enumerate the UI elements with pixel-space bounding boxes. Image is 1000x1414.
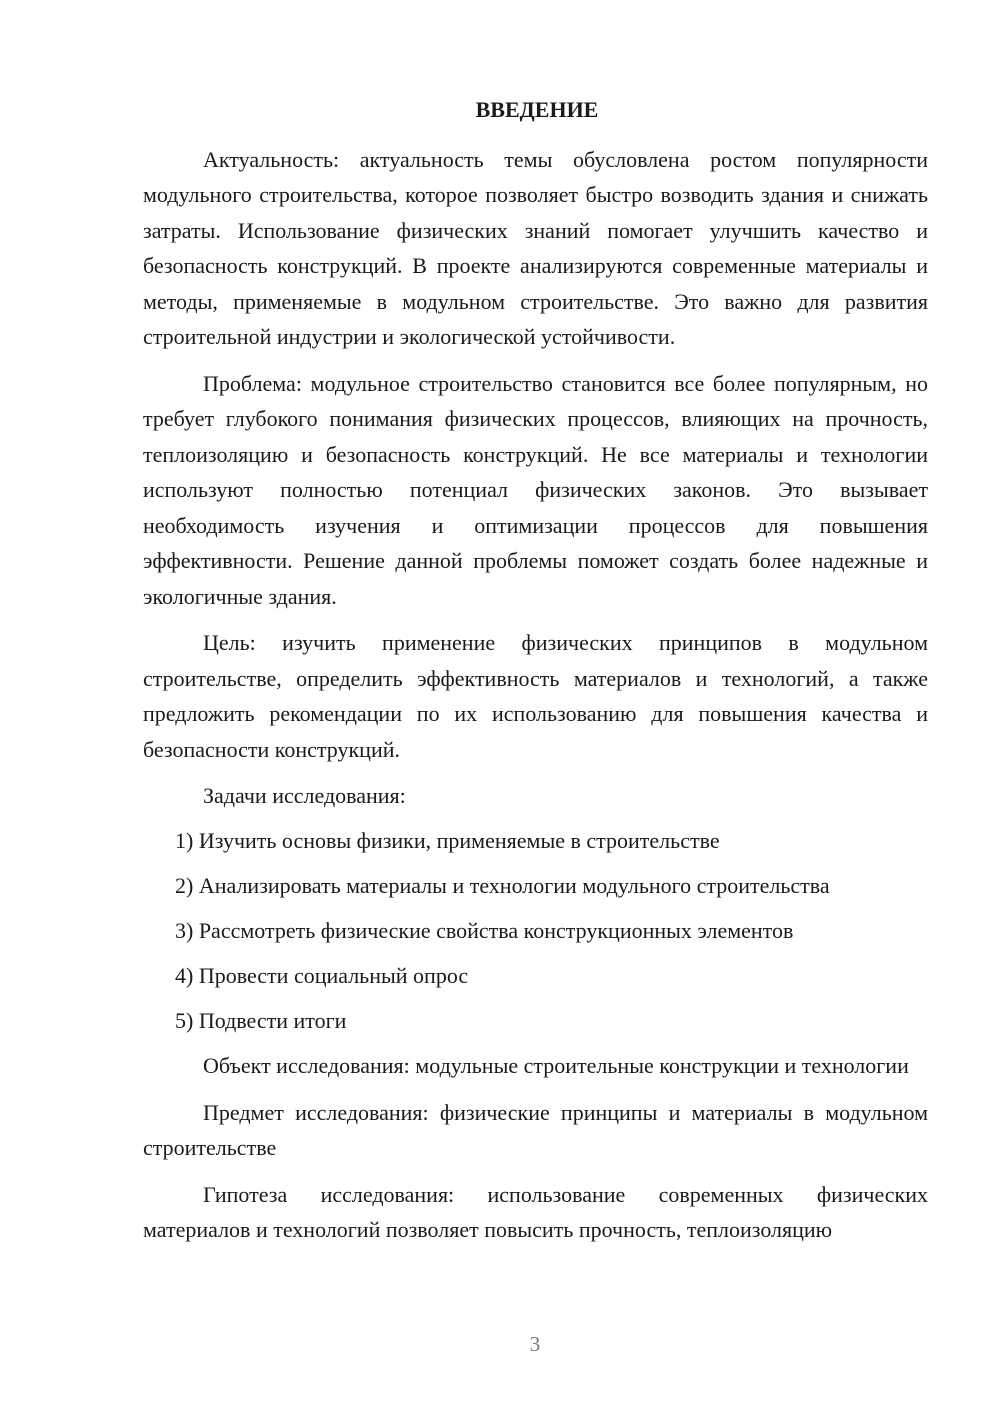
task-item-1: 1) Изучить основы физики, применяемые в строительстве bbox=[175, 827, 720, 853]
tasks-heading: Задачи исследования: bbox=[203, 783, 406, 808]
task-item-4: 4) Провести социальный опрос bbox=[175, 963, 469, 989]
object-paragraph: Объект исследования: модульные строительные конструкции и технологии bbox=[203, 1053, 909, 1079]
hypothesis-paragraph: Гипотеза исследования: использование современных физических материалов и технологий позволяет повысить прочность, теплоизоляцию bbox=[143, 1181, 928, 1243]
section-title: ВВЕДЕНИЕ bbox=[475, 97, 599, 122]
page-number: 3 bbox=[529, 1332, 541, 1356]
document-page bbox=[143, 92, 928, 1259]
subject-paragraph: Предмет исследования: физические принципы и материалы в модульном строительстве bbox=[143, 1099, 928, 1161]
task-item-3: 3) Рассмотреть физические свойства конструкционных элементов bbox=[175, 917, 794, 943]
task-item-5: 5) Подвести итоги bbox=[175, 1008, 347, 1034]
problem-paragraph: Проблема: модульное строительство становится все более популярным, но требует глубокого понимания физических процессов, влияющих на прочность, теплоизоляцию и безопасность конструкций. Не все материалы и технологии используют полностью потенциал физических законов. Это вызывает необходимость изучения и оптимизации процессов для повышения эффективности. Решение данной проблемы поможет создать более надежные и экологичные здания. bbox=[143, 370, 928, 609]
goal-paragraph: Цель: изучить применение физических принципов в модульном строительстве, определить эффективность материалов и технологий, а также предложить рекомендации по их использованию для повышения качества и безопасности конструкций. bbox=[143, 630, 928, 762]
relevance-paragraph: Актуальность: актуальность темы обусловлена ростом популярности модульного строительства, которое позволяет быстро возводить здания и снижать затраты. Использование физических знаний помогает улучшить качество и безопасность конструкций. В проекте анализируются современные материалы и методы, применяемые в модульном строительстве. Это важно для развития строительной индустрии и экологической устойчивости. bbox=[143, 146, 928, 349]
tasks-list bbox=[143, 823, 928, 1039]
task-item-2: 2) Анализировать материалы и технологии модульного строительства bbox=[175, 872, 830, 898]
